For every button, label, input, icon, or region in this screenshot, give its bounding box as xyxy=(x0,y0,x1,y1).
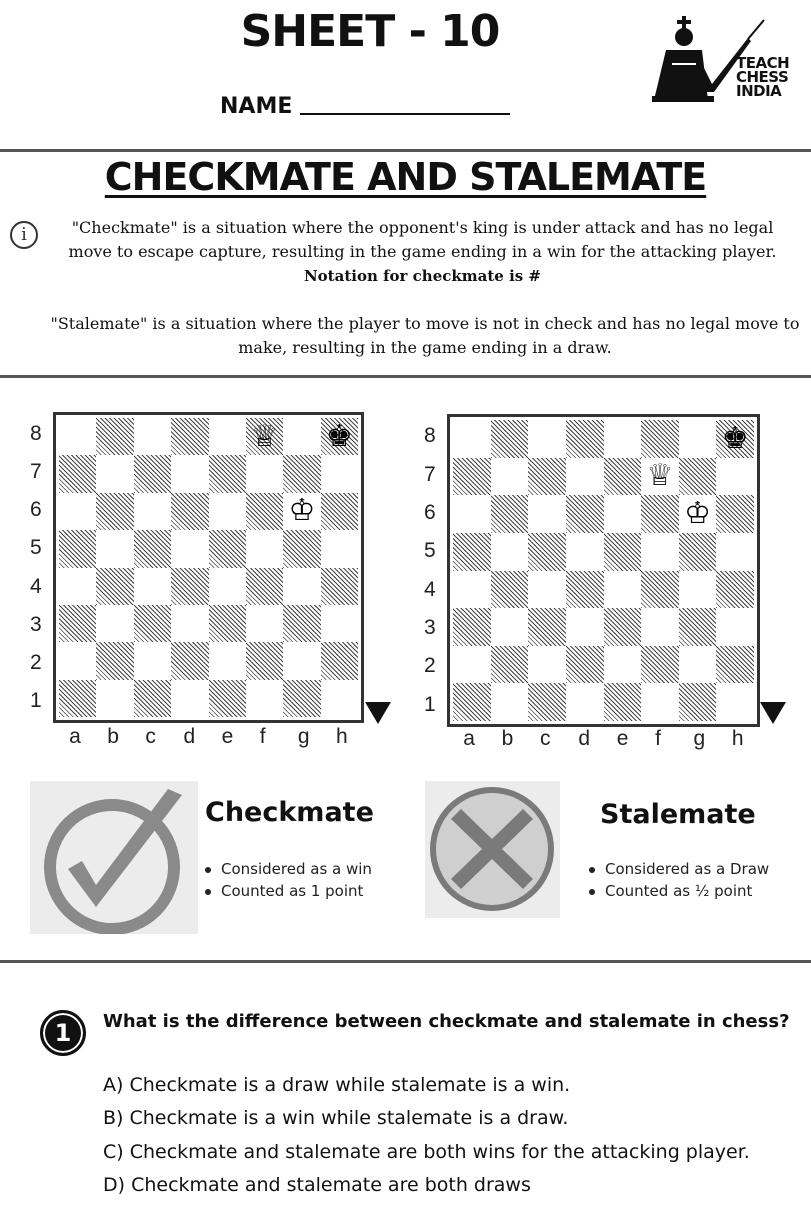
cross-icon xyxy=(425,781,560,918)
square-b6[interactable] xyxy=(96,493,133,530)
square-f3[interactable] xyxy=(246,605,283,642)
square-d3[interactable] xyxy=(566,608,604,646)
black-king-icon[interactable] xyxy=(716,420,754,458)
square-c5[interactable] xyxy=(134,530,171,567)
square-a7[interactable] xyxy=(59,455,96,492)
square-h8[interactable] xyxy=(716,420,754,458)
square-h6[interactable] xyxy=(716,495,754,533)
square-g5[interactable] xyxy=(283,530,320,567)
square-a4[interactable] xyxy=(59,568,96,605)
square-h3[interactable] xyxy=(321,605,358,642)
rank-label: 5 xyxy=(424,539,436,563)
square-d6[interactable] xyxy=(566,495,604,533)
square-e5[interactable] xyxy=(604,533,642,571)
square-e2[interactable] xyxy=(209,642,246,679)
white-queen-icon[interactable] xyxy=(641,458,679,496)
square-d7[interactable] xyxy=(566,458,604,496)
question-number-badge: 1 xyxy=(40,1010,86,1056)
rank-label: 7 xyxy=(424,462,436,486)
square-e7[interactable] xyxy=(209,455,246,492)
white-king-icon[interactable] xyxy=(283,493,320,530)
square-c5[interactable] xyxy=(528,533,566,571)
square-g6[interactable] xyxy=(679,495,717,533)
square-b1[interactable] xyxy=(491,683,529,721)
checkmate-definition: "Checkmate" is a situation where the opponent's king is under attack and has no legal move to escape capture, resulting in the game ending in a win for the attacking player. xyxy=(68,218,777,261)
name-label: NAME xyxy=(220,94,293,119)
square-g4[interactable] xyxy=(679,571,717,609)
black-king-icon[interactable] xyxy=(321,418,358,455)
file-label: c xyxy=(539,727,551,750)
question-text: What is the difference between checkmate and stalemate in chess? xyxy=(103,1011,790,1032)
piece-glyph: ♕ xyxy=(646,458,674,494)
square-a6[interactable] xyxy=(59,493,96,530)
board-grid xyxy=(453,420,754,721)
file-label: f xyxy=(655,727,661,750)
file-label: h xyxy=(731,727,744,750)
square-a7[interactable] xyxy=(453,458,491,496)
square-c3[interactable] xyxy=(528,608,566,646)
square-b7[interactable] xyxy=(491,458,529,496)
rank-label: 4 xyxy=(30,574,42,598)
list-item: Counted as ½ point xyxy=(587,880,769,902)
answer-option-b[interactable]: B) Checkmate is a win while stalemate is a draw. xyxy=(103,1107,569,1129)
piece-glyph: ♚ xyxy=(325,418,353,454)
square-g4[interactable] xyxy=(283,568,320,605)
square-h6[interactable] xyxy=(321,493,358,530)
rank-label: 7 xyxy=(30,460,42,484)
square-a1[interactable] xyxy=(453,683,491,721)
answer-option-c[interactable]: C) Checkmate and stalemate are both wins for the attacking player. xyxy=(103,1141,750,1163)
square-a2[interactable] xyxy=(453,646,491,684)
divider xyxy=(0,375,811,378)
square-h5[interactable] xyxy=(321,530,358,567)
square-g2[interactable] xyxy=(283,642,320,679)
square-b8[interactable] xyxy=(96,418,133,455)
answer-option-a[interactable]: A) Checkmate is a draw while stalemate is a win. xyxy=(103,1074,571,1096)
file-label: g xyxy=(297,725,310,748)
logo-text xyxy=(736,56,789,98)
rank-label: 2 xyxy=(30,650,42,674)
board-grid xyxy=(59,418,358,717)
file-label: a xyxy=(69,725,81,748)
name-input-line[interactable] xyxy=(300,113,510,115)
square-c6[interactable] xyxy=(134,493,171,530)
square-d7[interactable] xyxy=(171,455,208,492)
side-to-move-triangle-icon xyxy=(365,702,391,724)
square-c1[interactable] xyxy=(528,683,566,721)
board-frame xyxy=(53,412,364,723)
square-c3[interactable] xyxy=(134,605,171,642)
square-f8[interactable] xyxy=(246,418,283,455)
square-f1[interactable] xyxy=(641,683,679,721)
info-icon: i xyxy=(10,221,38,249)
square-f7[interactable] xyxy=(246,455,283,492)
square-a8[interactable] xyxy=(453,420,491,458)
square-b4[interactable] xyxy=(96,568,133,605)
square-f5[interactable] xyxy=(246,530,283,567)
sheet-title: SHEET - 10 xyxy=(240,6,500,57)
square-b4[interactable] xyxy=(491,571,529,609)
square-h5[interactable] xyxy=(716,533,754,571)
rank-label: 3 xyxy=(30,612,42,636)
file-label: a xyxy=(463,727,475,750)
square-g8[interactable] xyxy=(679,420,717,458)
square-h1[interactable] xyxy=(321,680,358,717)
square-e8[interactable] xyxy=(209,418,246,455)
square-d5[interactable] xyxy=(171,530,208,567)
square-c2[interactable] xyxy=(134,642,171,679)
square-h7[interactable] xyxy=(716,458,754,496)
square-f2[interactable] xyxy=(641,646,679,684)
square-b2[interactable] xyxy=(96,642,133,679)
square-e3[interactable] xyxy=(604,608,642,646)
square-b5[interactable] xyxy=(96,530,133,567)
square-h2[interactable] xyxy=(321,642,358,679)
square-d6[interactable] xyxy=(171,493,208,530)
piece-glyph: ♕ xyxy=(251,418,279,454)
rank-label: 6 xyxy=(30,498,42,522)
square-h2[interactable] xyxy=(716,646,754,684)
square-e1[interactable] xyxy=(209,680,246,717)
checkmark-icon xyxy=(30,781,198,934)
square-c2[interactable] xyxy=(528,646,566,684)
square-f4[interactable] xyxy=(246,568,283,605)
square-b3[interactable] xyxy=(491,608,529,646)
square-f1[interactable] xyxy=(246,680,283,717)
rank-label: 6 xyxy=(424,500,436,524)
list-item: Considered as a Draw xyxy=(587,858,769,880)
square-b7[interactable] xyxy=(96,455,133,492)
square-d8[interactable] xyxy=(171,418,208,455)
white-king-icon[interactable] xyxy=(679,495,717,533)
piece-glyph: ♔ xyxy=(288,493,316,529)
side-to-move-triangle-icon xyxy=(760,702,786,724)
piece-glyph: ♔ xyxy=(684,496,712,532)
square-f3[interactable] xyxy=(641,608,679,646)
square-g7[interactable] xyxy=(679,458,717,496)
square-c1[interactable] xyxy=(134,680,171,717)
square-f4[interactable] xyxy=(641,571,679,609)
square-d3[interactable] xyxy=(171,605,208,642)
square-c7[interactable] xyxy=(134,455,171,492)
file-label: e xyxy=(616,727,629,750)
square-b8[interactable] xyxy=(491,420,529,458)
square-h7[interactable] xyxy=(321,455,358,492)
square-g6[interactable] xyxy=(283,493,320,530)
square-g5[interactable] xyxy=(679,533,717,571)
chessboard-checkmate xyxy=(20,390,395,760)
square-f5[interactable] xyxy=(641,533,679,571)
square-a2[interactable] xyxy=(59,642,96,679)
square-e4[interactable] xyxy=(604,571,642,609)
square-b3[interactable] xyxy=(96,605,133,642)
square-f2[interactable] xyxy=(246,642,283,679)
square-d2[interactable] xyxy=(566,646,604,684)
stalemate-definition: "Stalemate" is a situation where the player to move is not in check and has no legal move to make, resulting in the game ending in a draw. xyxy=(50,314,800,357)
rank-label: 3 xyxy=(424,616,436,640)
square-a5[interactable] xyxy=(59,530,96,567)
file-label: b xyxy=(107,725,119,748)
square-f8[interactable] xyxy=(641,420,679,458)
white-queen-icon[interactable] xyxy=(246,418,283,455)
square-c8[interactable] xyxy=(528,420,566,458)
square-e1[interactable] xyxy=(604,683,642,721)
checkmate-title: Checkmate xyxy=(205,797,374,828)
square-a3[interactable] xyxy=(59,605,96,642)
file-label: c xyxy=(145,725,156,748)
square-c4[interactable] xyxy=(528,571,566,609)
square-b2[interactable] xyxy=(491,646,529,684)
square-a6[interactable] xyxy=(453,495,491,533)
square-d4[interactable] xyxy=(171,568,208,605)
divider xyxy=(0,149,811,152)
rank-label: 2 xyxy=(424,654,436,678)
square-f6[interactable] xyxy=(246,493,283,530)
file-label: d xyxy=(183,725,196,748)
square-h4[interactable] xyxy=(321,568,358,605)
list-item: Considered as a win xyxy=(203,858,372,880)
square-h4[interactable] xyxy=(716,571,754,609)
stalemate-title: Stalemate xyxy=(600,799,756,830)
logo-line: CHESS xyxy=(736,68,789,86)
square-f6[interactable] xyxy=(641,495,679,533)
file-label: b xyxy=(501,727,514,750)
square-a1[interactable] xyxy=(59,680,96,717)
checkmate-notation: Notation for checkmate is # xyxy=(303,267,542,285)
answer-option-d[interactable]: D) Checkmate and stalemate are both draws xyxy=(103,1174,531,1196)
square-g3[interactable] xyxy=(679,608,717,646)
square-a3[interactable] xyxy=(453,608,491,646)
square-b1[interactable] xyxy=(96,680,133,717)
rank-label: 1 xyxy=(30,688,42,712)
divider xyxy=(0,960,811,963)
main-title: CHECKMATE AND STALEMATE xyxy=(104,155,707,199)
square-c4[interactable] xyxy=(134,568,171,605)
rank-label: 8 xyxy=(424,424,436,448)
square-g8[interactable] xyxy=(283,418,320,455)
square-e3[interactable] xyxy=(209,605,246,642)
square-d2[interactable] xyxy=(171,642,208,679)
file-label: g xyxy=(693,727,706,750)
square-b6[interactable] xyxy=(491,495,529,533)
file-label: d xyxy=(578,727,590,750)
square-f7[interactable] xyxy=(641,458,679,496)
logo-line: INDIA xyxy=(736,82,782,100)
board-frame xyxy=(447,414,760,727)
rank-label: 8 xyxy=(30,422,42,446)
square-c8[interactable] xyxy=(134,418,171,455)
square-e8[interactable] xyxy=(604,420,642,458)
file-label: e xyxy=(221,725,234,748)
square-g1[interactable] xyxy=(679,683,717,721)
name-row xyxy=(220,94,510,119)
file-label: f xyxy=(259,725,266,748)
stalemate-bullets xyxy=(587,858,769,902)
rank-label: 1 xyxy=(424,692,436,716)
square-h3[interactable] xyxy=(716,608,754,646)
square-d5[interactable] xyxy=(566,533,604,571)
square-a5[interactable] xyxy=(453,533,491,571)
square-g1[interactable] xyxy=(283,680,320,717)
square-a8[interactable] xyxy=(59,418,96,455)
square-e6[interactable] xyxy=(209,493,246,530)
square-c7[interactable] xyxy=(528,458,566,496)
logo-line: TEACH xyxy=(736,54,790,72)
square-h8[interactable] xyxy=(321,418,358,455)
square-c6[interactable] xyxy=(528,495,566,533)
square-h1[interactable] xyxy=(716,683,754,721)
square-e7[interactable] xyxy=(604,458,642,496)
piece-glyph: ♚ xyxy=(721,420,749,456)
rank-label: 4 xyxy=(424,577,436,601)
square-d1[interactable] xyxy=(566,683,604,721)
square-b5[interactable] xyxy=(491,533,529,571)
chessboard-stalemate xyxy=(414,390,794,760)
checkmate-bullets xyxy=(203,858,372,902)
square-g3[interactable] xyxy=(283,605,320,642)
square-g2[interactable] xyxy=(679,646,717,684)
square-e6[interactable] xyxy=(604,495,642,533)
square-d4[interactable] xyxy=(566,571,604,609)
list-item: Counted as 1 point xyxy=(203,880,372,902)
file-label: h xyxy=(335,725,348,748)
square-e4[interactable] xyxy=(209,568,246,605)
rank-label: 5 xyxy=(30,536,42,560)
square-d8[interactable] xyxy=(566,420,604,458)
square-e5[interactable] xyxy=(209,530,246,567)
square-a4[interactable] xyxy=(453,571,491,609)
square-e2[interactable] xyxy=(604,646,642,684)
square-g7[interactable] xyxy=(283,455,320,492)
square-d1[interactable] xyxy=(171,680,208,717)
